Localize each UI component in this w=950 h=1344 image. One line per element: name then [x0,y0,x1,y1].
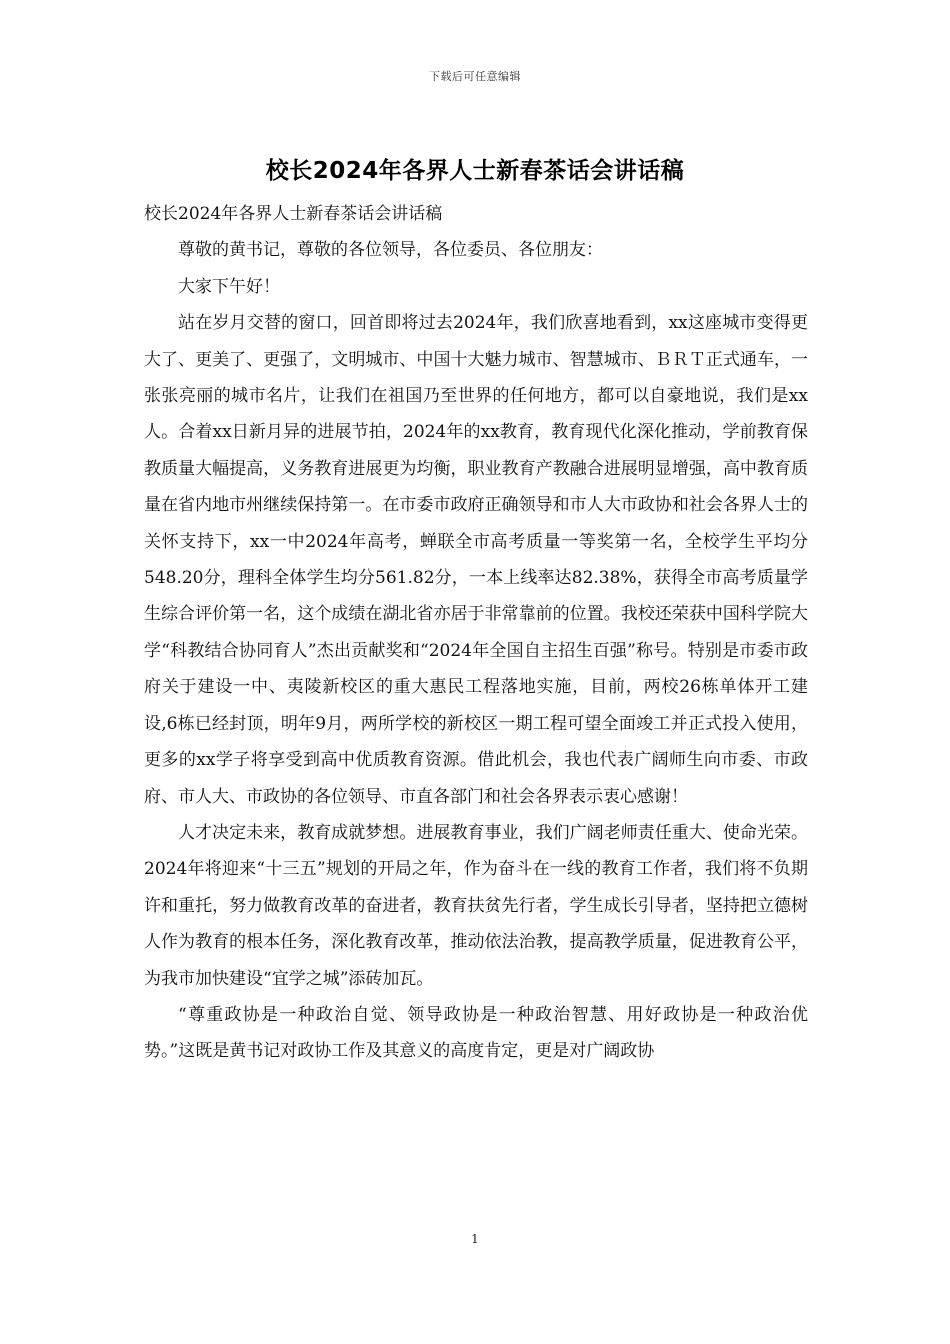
header-note: 下载后可任意编辑 [429,70,521,83]
paragraph: 站在岁月交替的窗口，回首即将过去2024年，我们欣喜地看到，xx这座城市变得更大了、更美了、更强了，文明城市、中国十大魅力城市、智慧城市、ＢＲＴ正式通车，一张张亮丽的城市名片，让我们在祖国乃至世界的任何地方，都可以自豪地说，我们是xx人。合着xx日新月异的进展节拍，2024年的xx教育，教育现代化深化推动，学前教育保教质量大幅提高，义务教育进展更为均衡，职业教育产教融合进展明显增强，高中教育质量在省内地市州继续保持第一。在市委市政府正确领导和市人大市政协和社会各界人士的关怀支持下，xx一中2024年高考，蝉联全市高考质量一等奖第一名，全校学生平均分548.20分，理科全体学生均分561.82分，一本上线率达82.38%，获得全市高考质量学生综合评价第一名，这个成绩在湖北省亦居于非常靠前的位置。我校还荣获中国科学院大学“科教结合协同育人”杰出贡献奖和“2024年全国自主招生百强”称号。特别是市委市政府关于建设一中、夷陵新校区的重大惠民工程落地实施，目前，两校26栋单体开工建设,6栋已经封顶，明年9月，两所学校的新校区一期工程可望全面竣工并正式投入使用，更多的xx学子将享受到高中优质教育资源。借此机会，我也代表广阔师生向市委、市政府、市人大、市政协的各位领导、市直各部门和社会各界表示衷心感谢！ [144,313,808,807]
paragraph: 人才决定未来，教育成就梦想。进展教育事业，我们广阔老师责任重大、使命光荣。2024年将迎来“十三五”规划的开局之年，作为奋斗在一线的教育工作者，我们将不负期许和重托，努力做教育改革的奋进者，教育扶贫先行者，学生成长引导者，坚持把立德树人作为教育的根本任务，深化教育改革，推动依法治教，提高教学质量，促进教育公平，为我市加快建设“宜学之城”添砖加瓦。 [144,822,808,989]
document-title: 校长2024年各界人士新春茶话会讲话稿 [265,158,685,184]
salutation: 尊敬的黄书记，尊敬的各位领导，各位委员、各位朋友： [178,240,603,261]
page-number: 1 [471,1232,479,1246]
greeting: 大家下午好！ [178,276,280,297]
paragraph: “尊重政协是一种政治自觉、领导政协是一种政治智慧、用好政协是一种政治优势。”这既是黄书记对政协工作及其意义的高度肯定，更是对广阔政协 [144,1004,808,1062]
document-body [144,196,808,1070]
subtitle-line: 校长2024年各界人士新春茶话会讲话稿 [144,204,443,224]
